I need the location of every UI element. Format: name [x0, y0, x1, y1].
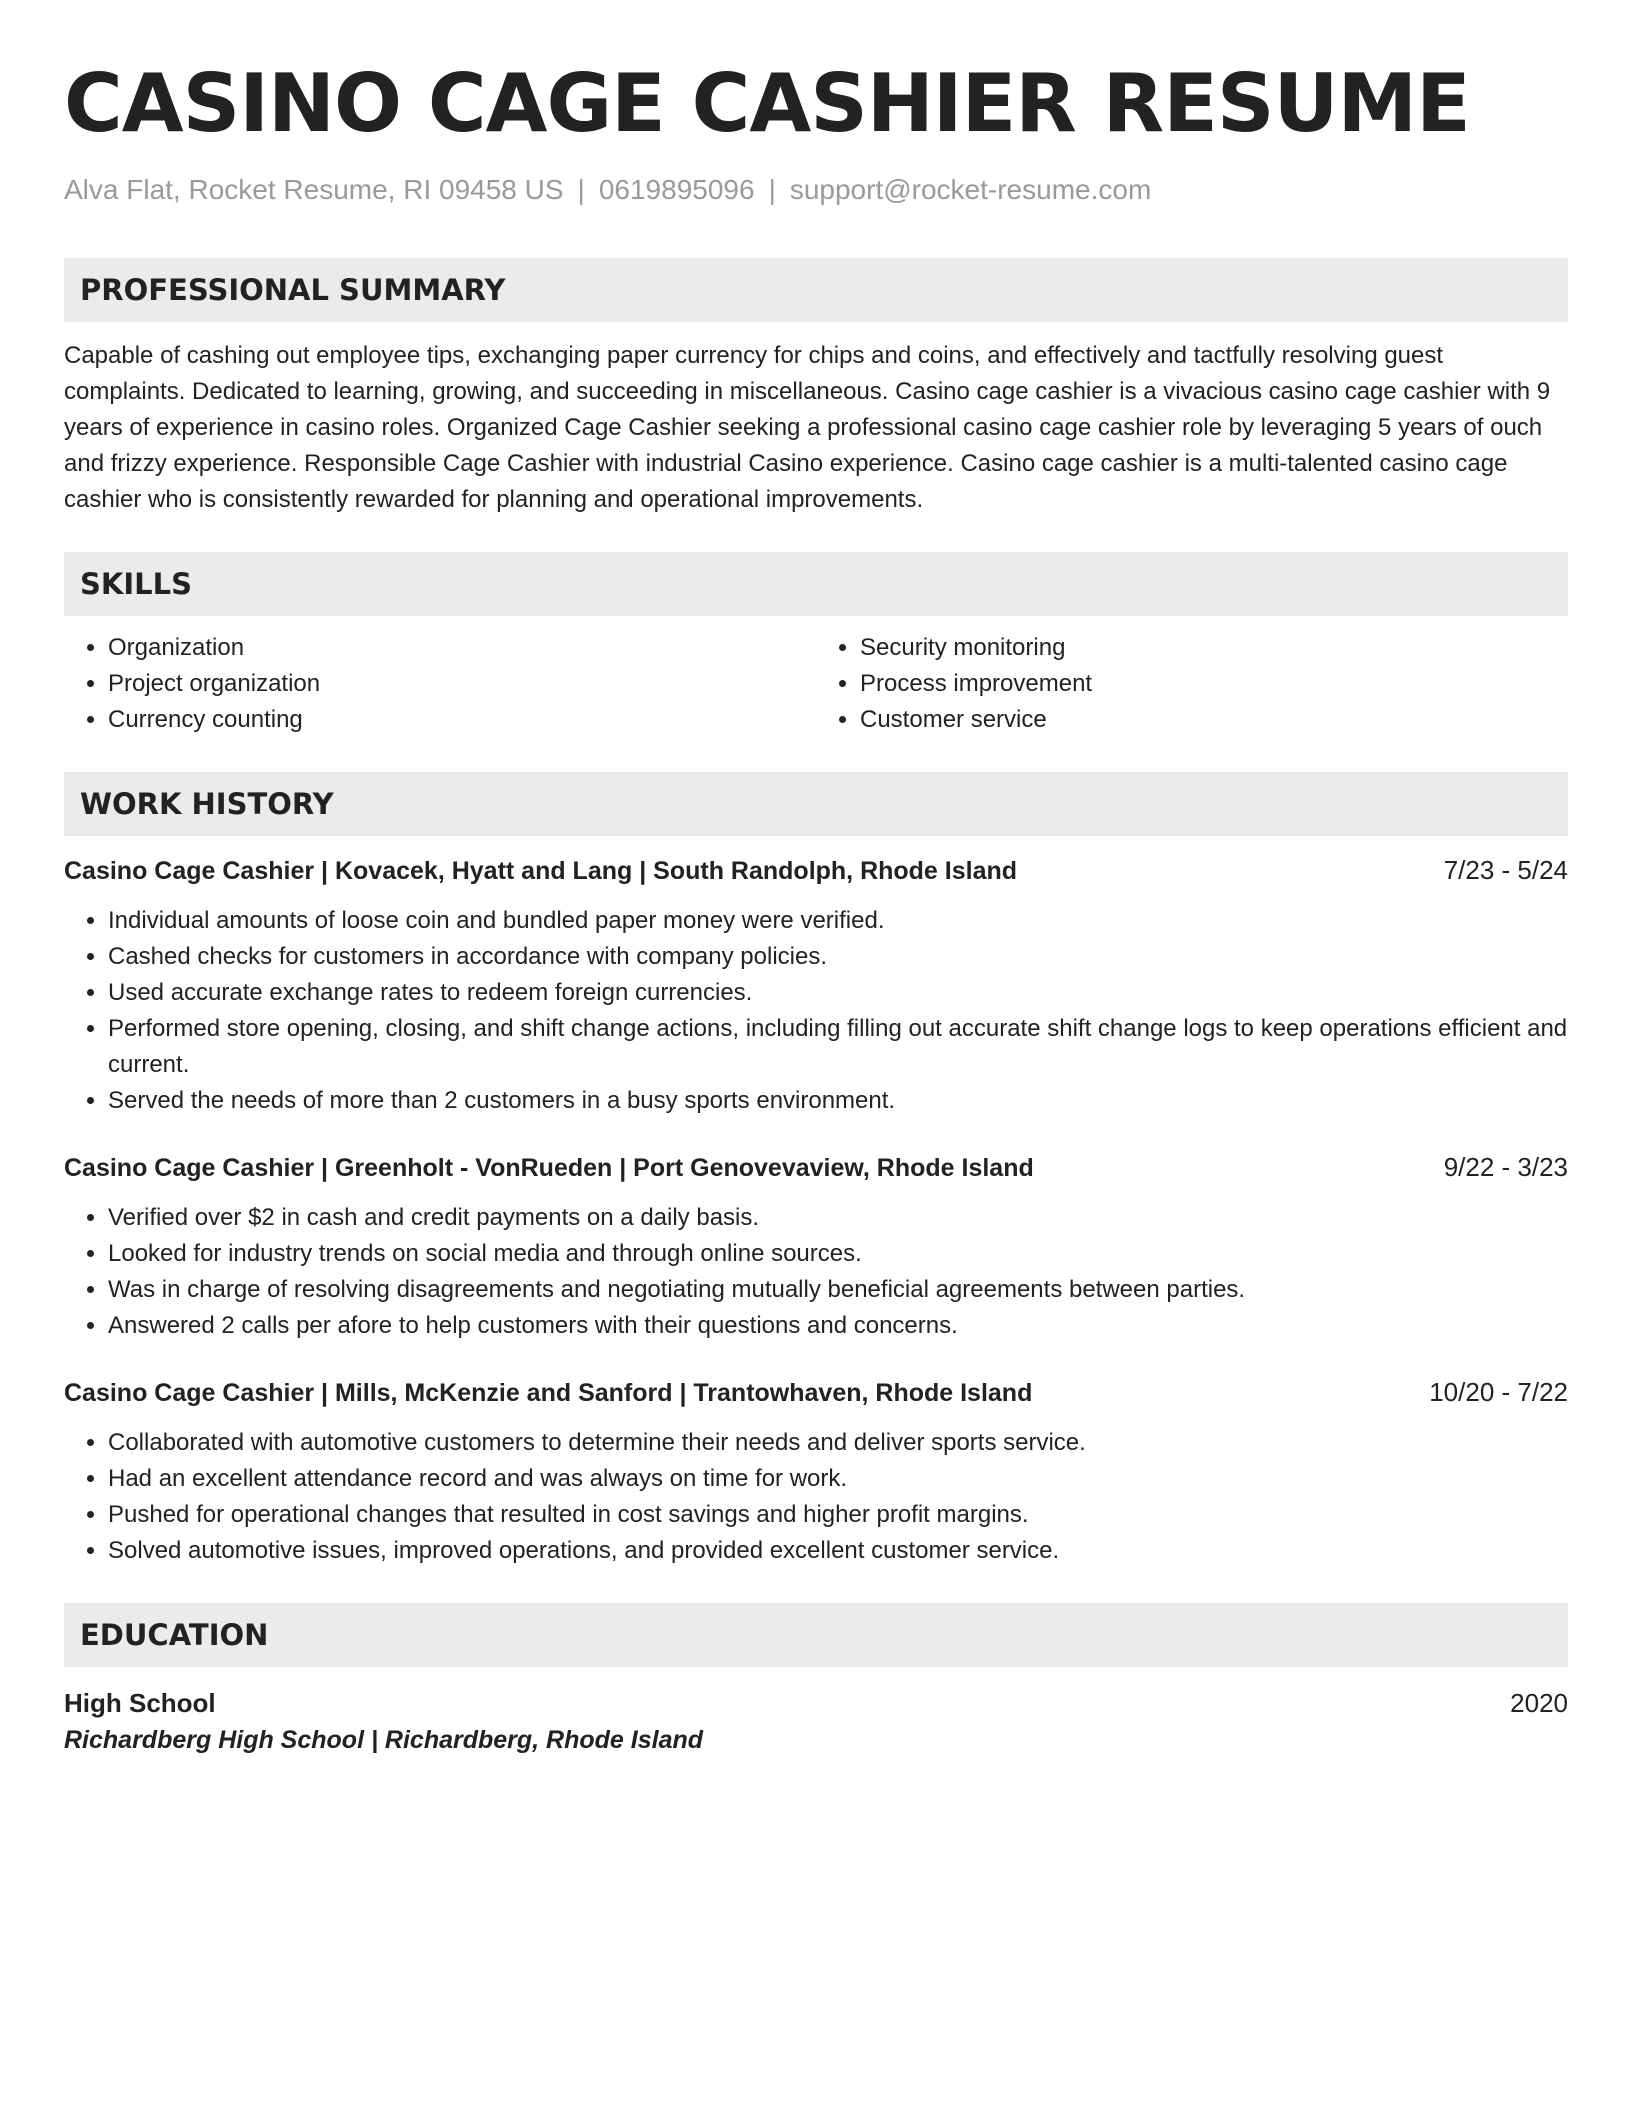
job-dates: 7/23 - 5/24	[1443, 855, 1568, 885]
resume-title: CASINO CAGE CASHIER RESUME	[64, 57, 1470, 150]
skill-item: • Process improvement	[860, 666, 1568, 702]
skill-item: • Currency counting	[108, 702, 816, 738]
job-entry	[64, 1149, 1568, 1344]
section-heading-skills: SKILLS	[64, 552, 1568, 616]
contact-phone: 0619895096	[598, 174, 755, 205]
job-bullets	[64, 1200, 1568, 1344]
job-bullet: • Verified over $2 in cash and credit payments on a daily basis.	[108, 1200, 1568, 1236]
contact-separator: |	[577, 174, 585, 205]
job-bullet: • Cashed checks for customers in accordance with company policies.	[108, 939, 1568, 975]
skill-item: • Security monitoring	[860, 630, 1568, 666]
contact-address: Alva Flat, Rocket Resume, RI 09458 US	[64, 174, 564, 205]
contact-line	[64, 172, 1568, 208]
skill-item: • Customer service	[860, 702, 1568, 738]
job-bullet: • Had an excellent attendance record and was always on time for work.	[108, 1461, 1568, 1497]
skills-column-left	[64, 630, 816, 738]
education-school: Richardberg High School | Richardberg, Rhode Island	[64, 1726, 704, 1754]
job-entry	[64, 852, 1568, 1119]
job-header	[64, 1149, 1568, 1186]
job-dates: 10/20 - 7/22	[1429, 1377, 1568, 1407]
job-dates: 9/22 - 3/23	[1443, 1152, 1568, 1182]
education-degree: High School	[64, 1688, 216, 1718]
job-bullet: • Pushed for operational changes that resulted in cost savings and higher profit margins.	[108, 1497, 1568, 1533]
job-bullet: • Collaborated with automotive customers to determine their needs and deliver sports service.	[108, 1425, 1568, 1461]
job-header	[64, 1374, 1568, 1411]
job-bullet: • Used accurate exchange rates to redeem foreign currencies.	[108, 975, 1568, 1011]
job-bullet: • Looked for industry trends on social media and through online sources.	[108, 1236, 1568, 1272]
skill-item: • Organization	[108, 630, 816, 666]
skills-column-right	[816, 630, 1568, 738]
skills-list	[64, 630, 1568, 738]
section-heading-summary: PROFESSIONAL SUMMARY	[64, 258, 1568, 322]
contact-email: support@rocket-resume.com	[789, 174, 1152, 205]
job-bullet: • Performed store opening, closing, and shift change actions, including filling out accurate shift change logs to keep operations efficient and current.	[108, 1011, 1568, 1083]
section-heading-education: EDUCATION	[64, 1603, 1568, 1667]
job-header	[64, 852, 1568, 889]
job-bullet: • Was in charge of resolving disagreements and negotiating mutually beneficial agreements between parties.	[108, 1272, 1568, 1308]
job-title: Casino Cage Cashier | Mills, McKenzie and Sanford | Trantowhaven, Rhode Island	[64, 1379, 1033, 1407]
job-title: Casino Cage Cashier | Greenholt - VonRueden | Port Genovevaview, Rhode Island	[64, 1154, 1034, 1182]
job-bullets	[64, 1425, 1568, 1569]
section-heading-work-history: WORK HISTORY	[64, 772, 1568, 836]
job-bullet: • Served the needs of more than 2 customers in a busy sports environment.	[108, 1083, 1568, 1119]
job-bullet: • Answered 2 calls per afore to help customers with their questions and concerns.	[108, 1308, 1568, 1344]
job-title: Casino Cage Cashier | Kovacek, Hyatt and Lang | South Randolph, Rhode Island	[64, 857, 1018, 885]
education-year: 2020	[1510, 1688, 1568, 1718]
education-header	[64, 1685, 1568, 1721]
contact-separator: |	[768, 174, 776, 205]
skill-item: • Project organization	[108, 666, 816, 702]
summary-text: Capable of cashing out employee tips, exchanging paper currency for chips and coins, and effectively and tactfully resolving guest complaints. Dedicated to learning, growing, and succeeding in miscellaneous. Casino cage cashier is a vivacious casino cage cashier with 9 years of experience in casino roles. Organized Cage Cashier seeking a professional casino cage cashier role by leveraging 5 years of ouch and frizzy experience. Responsible Cage Cashier with industrial Casino experience. Casino cage cashier is a multi-talented casino cage cashier who is consistently rewarded for planning and operational improvements.	[64, 342, 1551, 513]
job-entry	[64, 1374, 1568, 1569]
job-bullet: • Solved automotive issues, improved operations, and provided excellent customer service.	[108, 1533, 1568, 1569]
job-bullet: • Individual amounts of loose coin and bundled paper money were verified.	[108, 903, 1568, 939]
job-bullets	[64, 903, 1568, 1119]
